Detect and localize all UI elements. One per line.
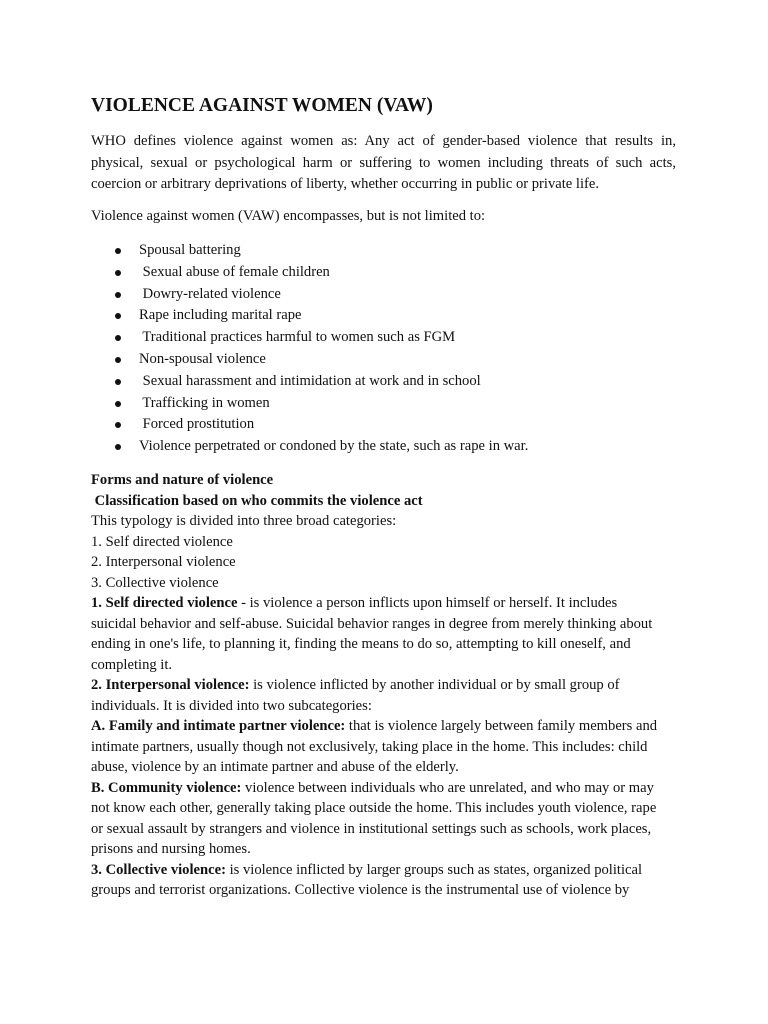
bullet-text: Non-spousal violence: [139, 350, 266, 367]
forms-heading: Forms and nature of violence: [91, 472, 274, 488]
bullet-text: Rape including marital rape: [139, 307, 302, 324]
bullet-dot-icon: [115, 401, 121, 407]
bullet-item: [91, 240, 676, 262]
bullet-text: Violence perpetrated or condoned by the state, such as rape in war.: [139, 438, 529, 455]
community-line: prisons and nursing homes.: [91, 841, 251, 857]
community-line: not know each other, generally taking place outside the home. This includes youth violence, rape: [91, 800, 657, 816]
bullet-text: Traditional practices harmful to women such as FGM: [139, 329, 456, 346]
self-directed-line: suicidal behavior and self-abuse. Suicidal behavior ranges in degree from merely thinking about: [91, 615, 653, 632]
self-directed-line: ending in one's life, to planning it, finding the means to do so, attempting to kill oneself, and: [91, 636, 631, 652]
self-directed-text: - is violence a person inflicts upon himself or herself. It includes: [237, 595, 618, 611]
bullet-item: [91, 393, 676, 415]
community-label: B. Community violence:: [91, 779, 242, 796]
community-line: [91, 778, 676, 799]
bullet-dot-icon: [115, 313, 121, 319]
bullet-dot-icon: [115, 270, 121, 276]
forms-section: [91, 470, 676, 901]
bullet-text: Spousal battering: [139, 242, 241, 258]
bullet-text: Forced prostitution: [139, 416, 255, 433]
classification-heading: Classification based on who commits the violence act: [91, 492, 423, 509]
bullet-dot-icon: [115, 335, 121, 341]
collective-text: is violence inflicted by larger groups such as states, organized political: [225, 861, 643, 878]
intro-paragraph: WHO defines violence against women as: Any act of gender-based violence that results in, physical, sexual or psychological harm or suffering to women including threats of such acts, coercion or arbitrary deprivations of liberty, whether occurring in public or private life.: [91, 133, 676, 192]
bullet-text: Dowry-related violence: [139, 285, 281, 302]
bullet-dot-icon: [115, 357, 121, 363]
bullet-item: [91, 349, 676, 371]
bullet-item: [91, 284, 676, 306]
lead-sentence: Violence against women (VAW) encompasses, but is not limited to:: [91, 208, 486, 224]
bullet-dot-icon: [115, 292, 121, 298]
bullet-item: [91, 436, 676, 458]
self-directed-label: 1. Self directed violence: [91, 595, 238, 611]
bullet-item: [91, 414, 676, 436]
self-directed-line: completing it.: [91, 656, 173, 673]
interpersonal-line: [91, 675, 676, 696]
interpersonal-line: individuals. It is divided into two subcategories:: [91, 697, 372, 714]
bullet-item: [91, 371, 676, 393]
community-text: violence between individuals who are unrelated, and who may or may: [241, 779, 654, 796]
family-line: intimate partners, usually though not exclusively, taking place in the home. This includes: child: [91, 738, 648, 755]
bullet-dot-icon: [115, 379, 121, 385]
collective-label: 3. Collective violence:: [91, 861, 226, 878]
family-text: that is violence largely between family members and: [345, 718, 658, 734]
typology-line: This typology is divided into three broad categories:: [91, 513, 397, 529]
bullet-text: Trafficking in women: [139, 394, 270, 411]
bullet-item: [91, 262, 676, 284]
bullet-dot-icon: [115, 422, 121, 428]
vaw-bullet-list: [91, 240, 676, 458]
bullet-item: [91, 305, 676, 327]
family-label: A. Family and intimate partner violence:: [91, 718, 346, 734]
bullet-text: Sexual harassment and intimidation at work and in school: [139, 372, 481, 389]
bullet-text: Sexual abuse of female children: [139, 263, 330, 280]
document-title: VIOLENCE AGAINST WOMEN (VAW): [91, 95, 433, 116]
interpersonal-text: is violence inflicted by another individual or by small group of: [249, 677, 620, 693]
community-line: or sexual assault by strangers and violence in institutional settings such as schools, work places,: [91, 820, 652, 837]
collective-line: groups and terrorist organizations. Collective violence is the instrumental use of violence by: [91, 882, 630, 898]
family-line: abuse, violence by an intimate partner and abuse of the elderly.: [91, 759, 459, 775]
category-item: 3. Collective violence: [91, 574, 219, 591]
interpersonal-label: 2. Interpersonal violence:: [91, 677, 250, 693]
bullet-dot-icon: [115, 248, 121, 254]
category-item: 2. Interpersonal violence: [91, 554, 236, 570]
self-directed-line: [91, 593, 676, 614]
collective-line: [91, 860, 676, 881]
bullet-item: [91, 327, 676, 349]
bullet-dot-icon: [115, 444, 121, 450]
family-line: [91, 716, 676, 737]
category-item: 1. Self directed violence: [91, 533, 233, 550]
